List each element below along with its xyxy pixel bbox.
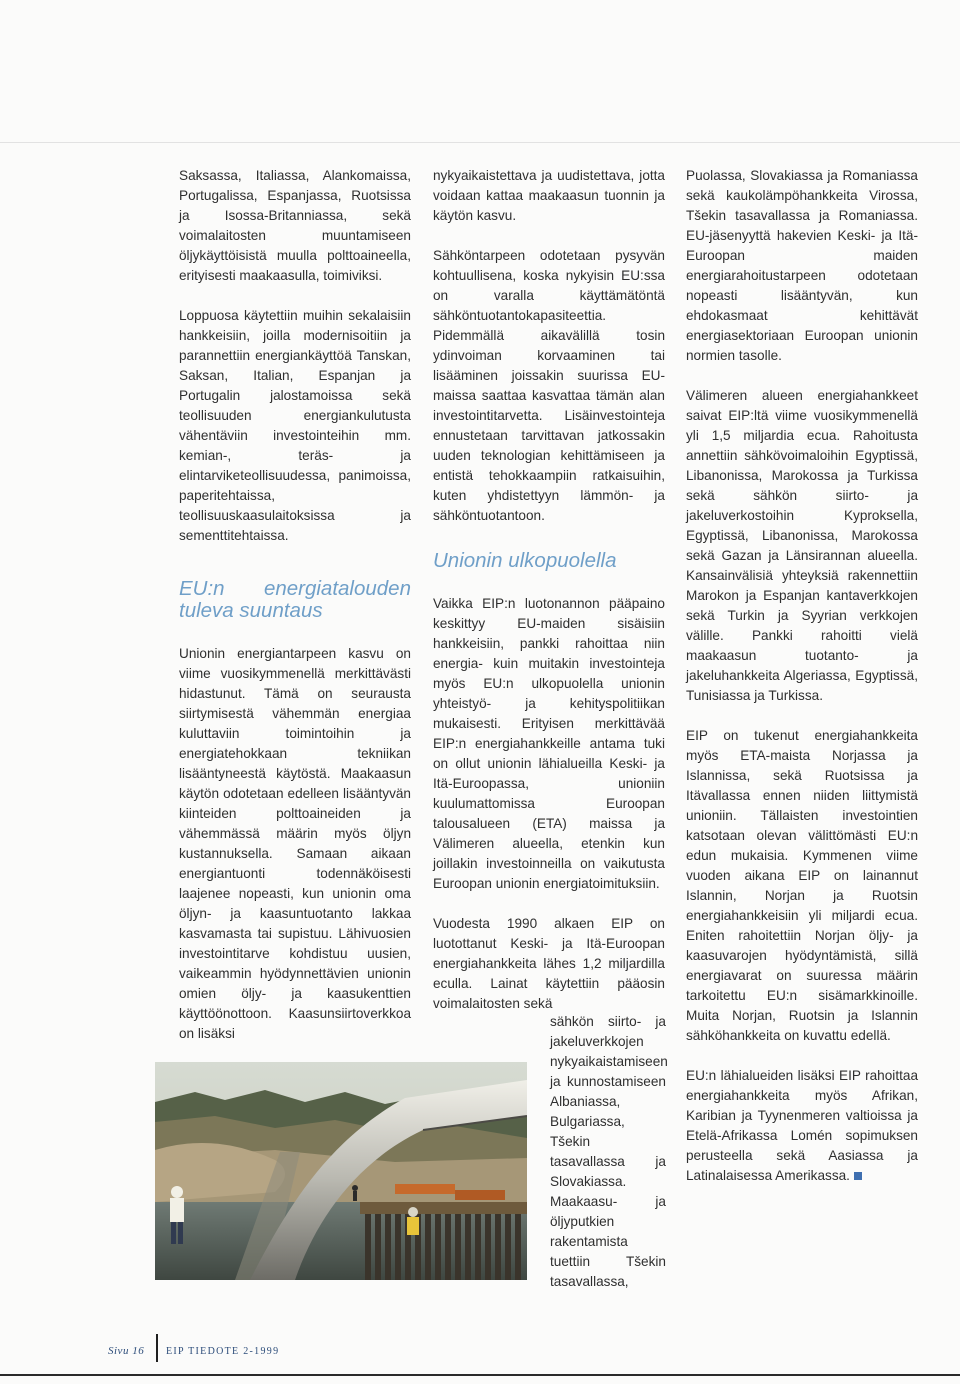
- footer-separator: [156, 1334, 158, 1362]
- paragraph: EIP on tukenut energiahankkeita myös ETA-maista Norjassa ja Islannissa, sekä Ruotsissa ja Itävallassa ennen niiden liittymistä unioniin. Tällaisten investointien katsotaan olevan välittömästi EU:n edun mukaisia. Kymmenen viime vuoden aikana EIP on lainannut Islannin, Norjan ja Ruotsin energiahankkeisiin yli miljardi ecua. Eniten rahoitettiin Norjan öljy- ja kaasuvarojen hyödyntämistä, sillä energiavarat on suuressa määrin tarkoitettu EU:n sisämarkkinoille. Muita Norjan, Ruotsin ja Islannin sähköhankkeita on kuvattu edellä.: [686, 728, 918, 1043]
- paragraph: Vaikka EIP:n luotonannon pääpaino keskittyy EU-maiden sisäisiin hankkeisiin, pankki rahoittaa niin energia- kuin muitakin investointeja myös EU:n ulkopuolella unionin yhteistyö- ja kehityspolitiikan mukaisesti. Erityisen merkittävää EIP:n energiahankkeille antama tuki on ollut unionin lähialueilla Keski- ja Itä-Euroopassa, unioniin kuulumattomissa Euroopan talousalueen (ETA) maissa ja Välimeren alueella, etenkin kun joillakin investoinneilla on vaikutusta Euroopan unionin energiatoimituksiin.: [433, 596, 665, 891]
- paragraph-final: [686, 1066, 918, 1186]
- column-2: [433, 166, 665, 1014]
- end-of-article-square-icon: [854, 1172, 862, 1180]
- footer-rule: [0, 1374, 960, 1376]
- paragraph: Unionin energiantarpeen kasvu on viime vuosikymmenellä merkittävästi hidastunut. Tämä on seurausta siirtymisestä vähemmän energiaa kuluttaviin toimintoihin ja energiatehokkaan tekniikan lisääntyneestä käytöstä. Maakaasun käytön odotetaan edelleen lisääntyvän kiinteiden polttoaineiden ja vähemmässä määrin myös öljyn kustannuksella. Samaan aikaan energiantuonti todennäköisesti laajenee nopeasti, kun unionin oma öljyn- ja kaasuntuotanto lakkaa kasvamasta tai supistuu. Lähivuosien investointitarve kohdistuu uusien, vaikeammin hyödynnettävien unionin omien öljy- ja kaasukenttien käyttöönottoon. Kaasunsiirtoverkkoa on lisäksi: [179, 646, 411, 1041]
- top-divider: [0, 142, 960, 143]
- paragraph: Sähköntarpeen odotetaan pysyvän kohtuullisena, koska nykyisin EU:ssa on varalla käyttämätöntä sähköntuotantokapasiteettia. Pidemmällä aikavälillä tosin ydinvoiman korvaaminen tai lisääminen joissakin suurissa EU-maissa saattaa kasvattaa tämän alan investointitarvetta. Lisäinvestointeja ennustetaan tarvittavan jatkossakin uuden teknologian kehittämiseen ja entistä tehokkaampiin ratkaisuihin, kuten yhdistettyyn lämmön- ja sähköntuotantoon.: [433, 248, 665, 523]
- pipeline-photo-drawing: [155, 1062, 527, 1280]
- paragraph: Saksassa, Italiassa, Alankomaissa, Portugalissa, Espanjassa, Ruotsissa ja Isossa-Britanniassa, sekä voimalaitosten muuntamiseen öljykäyttöisistä muulla polttoaineella, erityisesti maakaasulla, toimiviksi.: [179, 168, 411, 283]
- page-number: Sivu 16: [108, 1345, 145, 1357]
- page-footer: [0, 1330, 960, 1384]
- column-1: [179, 166, 411, 1044]
- paragraph: Vuodesta 1990 alkaen EIP on luotottanut Keski- ja Itä-Euroopan energiahankkeita lähes 1,2 miljardilla eculla. Lainat käytettiin pääosin voimalaitosten sekä: [433, 916, 665, 1011]
- publication-name: EIP TIEDOTE 2-1999: [166, 1346, 280, 1357]
- section-heading: EU:n energiatalouden tuleva suuntaus: [179, 577, 411, 622]
- wrapped-text-block: sähkön siirto- ja jakeluverkkojen nykyaikaistamiseen ja kunnostamiseen Albaniassa, Bulgariassa, Tšekin tasavallassa ja Slovakiassa. Maakaasu- ja öljyputkien rakentamista tuettiin Tšekin tasavallassa,: [550, 1014, 668, 1289]
- paragraph: Välimeren alueen energiahankkeet saivat EIP:ltä viime vuosikymmenellä yli 1,5 miljardia ecua. Rahoitusta annettiin sähkövoimaloihin Egyptissä, Libanonissa, Marokossa ja Turkissa sekä sähkön siirto- ja jakeluverkostoihin Kyproksella, Egyptissä, Libanonissa, Marokossa sekä Gazan ja Länsirannan alueella. Kansainvälisiä yhteyksiä rakennettiin Marokon ja Espanjan kantaverkkojen sekä Turkin ja Syyrian verkkojen välille. Pankki rahoitti vielä maakaasun tuotanto- ja jakeluhankkeita Algeriassa, Egyptissä, Tunisiassa ja Turkissa.: [686, 388, 918, 703]
- pipeline-construction-photo: [155, 1062, 527, 1280]
- paragraph: Loppuosa käytettiin muihin sekalaisiin hankkeisiin, joilla modernisoitiin ja parannettiin energiankäyttöä Tanskan, Saksan, Italian, Espanjan ja Portugalin jalostamoissa sekä teollisuuden energiankulutusta vähentäviin investointeihin mm. kemian-, teräs- ja elintarviketeollisuudessa, panimoissa, paperitehtaissa, teollisuuskaasulaitoksissa ja sementtitehtaissa.: [179, 308, 411, 543]
- section-heading: Unionin ulkopuolella: [433, 549, 617, 572]
- column-3: [686, 166, 918, 1186]
- paragraph: Puolassa, Slovakiassa ja Romaniassa sekä kaukolämpöhankkeita Virossa, Tšekin tasavallassa ja Romaniassa. EU-jäsenyyttä hakevien Keski- ja Itä-Euroopan maiden energiarahoitustarpeen odotetaan nopeasti lisääntyvän, kun ehdokasmaat kehittävät energiasektoriaan Euroopan unionin normien tasolle.: [686, 168, 918, 363]
- paragraph: nykyaikaistettava ja uudistettava, jotta voidaan kattaa maakaasun tuonnin ja käytön kasvu.: [433, 168, 665, 223]
- paragraph-text: EU:n lähialueiden lisäksi EIP rahoittaa energiahankkeita myös Afrikan, Karibian ja Tyynenmeren valtioissa ja Etelä-Afrikassa Lomén sopimuksen perusteella sekä Aasiassa ja Latinalaisessa Amerikassa.: [686, 1068, 918, 1183]
